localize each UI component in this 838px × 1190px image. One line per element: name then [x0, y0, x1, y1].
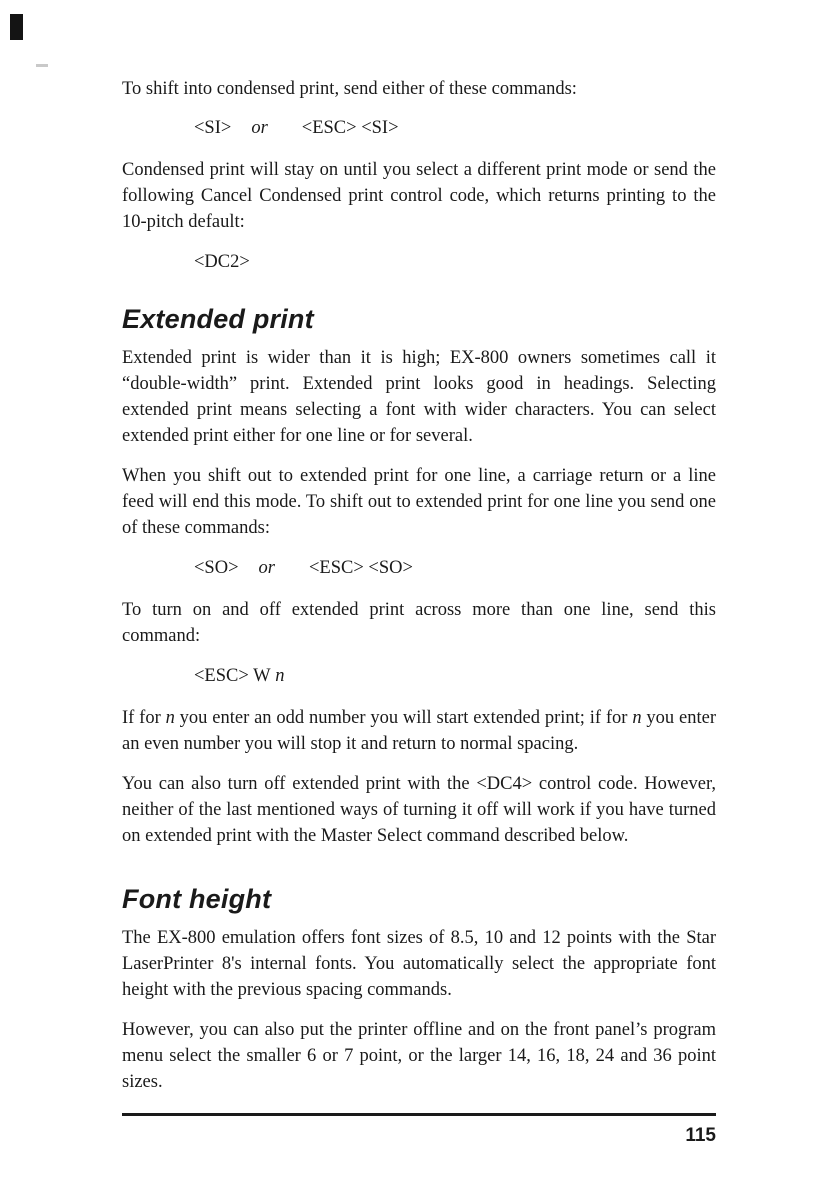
footer-divider	[122, 1113, 716, 1116]
paragraph-font-height-2: However, you can also put the printer offline and on the front panel’s program menu select the smaller 6 or 7 point, or the larger 14, 16, 18, 24 and 36 point sizes.	[122, 1020, 716, 1092]
scan-artifact-mark	[10, 14, 23, 40]
paragraph-condensed-stay: Condensed print will stay on until you select a different print mode or send the following Cancel Condensed print control code, which returns printing to the 10-pitch default:	[122, 160, 716, 232]
paragraph-extended-5: You can also turn off extended print with the <DC4> control code. However, neither of the last mentioned ways of turning it off will work if you have turned on extended print with the Master Select command described below.	[122, 774, 716, 846]
code-line-so	[122, 555, 716, 581]
code-line-si	[122, 115, 716, 141]
code-so-second: <ESC> <SO>	[308, 558, 413, 578]
paragraph-font-height-1: The EX-800 emulation offers font sizes of 8.5, 10 and 12 points with the Star LaserPrinter 8's internal fonts. You automatically select the appropriate font height with the previous spacing commands.	[122, 928, 716, 1000]
parameter-n-first: n	[165, 708, 175, 728]
page-number: 115	[685, 1125, 716, 1146]
code-line-esc-w	[122, 663, 716, 689]
heading-extended-print: Extended print	[122, 304, 314, 334]
code-esc-w: <ESC> W	[194, 666, 271, 686]
paragraph-extended-3: To turn on and off extended print across more than one line, send this command:	[122, 600, 716, 646]
heading-font-height: Font height	[122, 884, 272, 914]
paragraph-shift-condensed: To shift into condensed print, send either of these commands:	[122, 79, 577, 99]
code-dc2: <DC2>	[194, 252, 250, 272]
paragraph-extended-1: Extended print is wider than it is high; EX-800 owners sometimes call it “double-width” print. Extended print looks good in headings. Selecting extended print means selecting a font with wider characters. You can select extended print either for one line or for several.	[122, 348, 716, 446]
code-si-or: or	[251, 118, 268, 138]
scan-artifact-speck	[36, 64, 48, 67]
code-esc-w-parameter: n	[275, 666, 285, 686]
page-content	[122, 76, 716, 1109]
code-si-second: <ESC> <SI>	[301, 118, 399, 138]
paragraph-extended-2: When you shift out to extended print for one line, a carriage return or a line feed will end this mode. To shift out to extended print for one line you send one of these commands:	[122, 466, 716, 538]
code-so-or: or	[258, 558, 275, 578]
text-segment-a: If for	[122, 708, 166, 728]
text-segment-b: you enter an odd number you will start extended print; if for	[174, 708, 633, 728]
paragraph-extended-4	[122, 705, 716, 757]
code-so-first: <SO>	[194, 558, 239, 578]
code-si-first: <SI>	[194, 118, 232, 138]
text-segment-c: you enter an even number you will stop it and return to normal spacing.	[122, 708, 716, 754]
parameter-n-second: n	[632, 708, 642, 728]
code-line-dc2	[122, 249, 716, 275]
